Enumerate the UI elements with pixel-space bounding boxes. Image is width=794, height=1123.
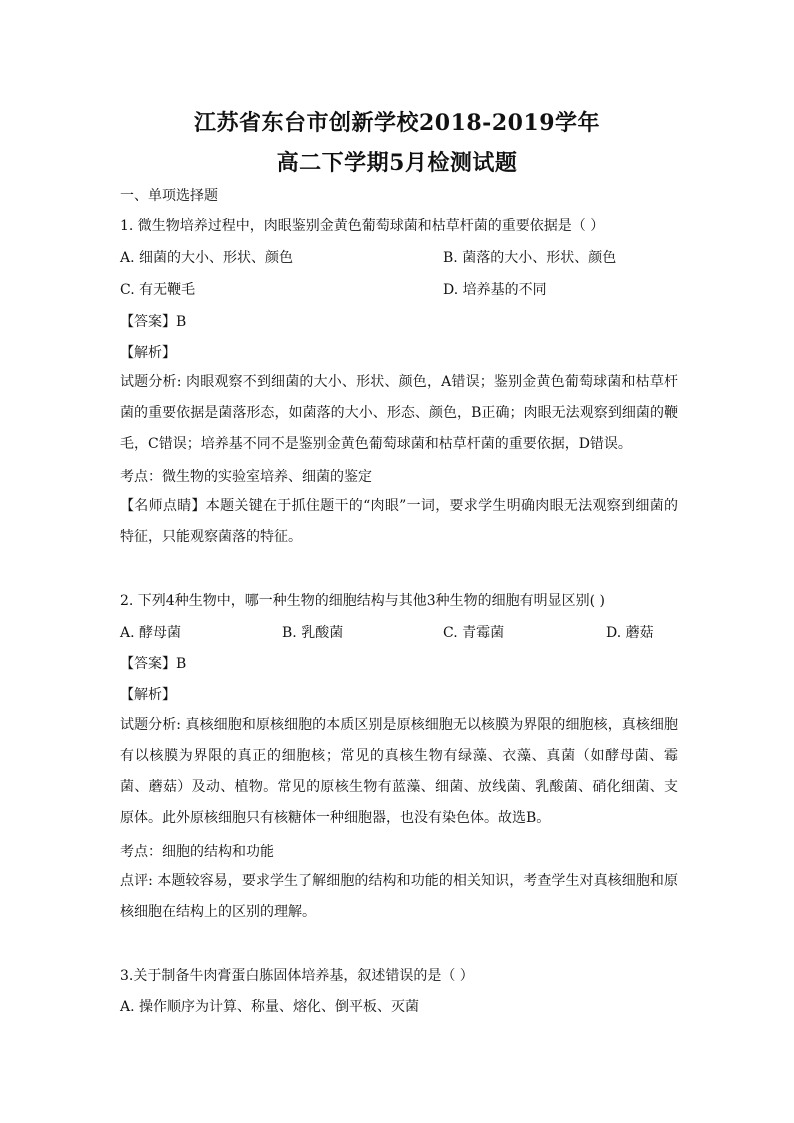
q2-analysis-label: 【解析】 bbox=[120, 687, 176, 703]
q1-tips: 【名师点睛】本题关键在于抓住题干的“肉眼”一词，要求学生明确肉眼无法观察到细菌的特征，只能观察菌落的特征。 bbox=[120, 498, 678, 545]
q2-comment: 点评: 本题较容易，要求学生了解细胞的结构和功能的相关知识，考查学生对真核细胞和原核细胞在结构上的区别的理解。 bbox=[120, 873, 678, 920]
q1-analysis-label: 【解析】 bbox=[120, 345, 176, 361]
q1-option-a: A. 细菌的大小、形状、颜色 bbox=[120, 250, 294, 266]
q2-answer: 【答案】B bbox=[120, 656, 187, 672]
q2-option-a: A. 酵母菌 bbox=[120, 625, 182, 641]
q1-option-d: D. 培养基的不同 bbox=[443, 282, 547, 298]
q1-option-b: B. 菌落的大小、形状、颜色 bbox=[443, 250, 617, 266]
q3-stem: 3.关于制备牛肉膏蛋白胨固体培养基，叙述错误的是（ ） bbox=[120, 968, 474, 984]
q2-analysis: 试题分析: 真核细胞和原核细胞的本质区别是原核细胞无以核膜为界限的细胞核，真核细胞有以核膜为界限的真正的细胞核；常见的真核生物有绿藻、衣藻、真菌（如酵母菌、霉菌、蘑菇）及动、植物。常见的原核生物有蓝藻、细菌、放线菌、乳酸菌、硝化细菌、支原体。此外原核细胞只有核糖体一种细胞器，也没有染色体。故选B。 bbox=[120, 717, 678, 826]
q1-kaodian: 考点：微生物的实验室培养、细菌的鉴定 bbox=[120, 469, 372, 485]
q2-kaodian: 考点：细胞的结构和功能 bbox=[120, 844, 274, 860]
q1-answer: 【答案】B bbox=[120, 314, 187, 330]
section-heading: 一、单项选择题 bbox=[120, 188, 218, 204]
document-title-line2: 高二下学期5月检测试题 bbox=[276, 150, 518, 176]
q2-stem: 2. 下列4种生物中，哪一种生物的细胞结构与其他3种生物的细胞有明显区别( ) bbox=[120, 593, 605, 609]
q1-option-c: C. 有无鞭毛 bbox=[120, 282, 196, 298]
q1-stem: 1. 微生物培养过程中，肉眼鉴别金黄色葡萄球菌和枯草杆菌的重要依据是（ ） bbox=[120, 218, 605, 234]
q2-option-c: C. 青霉菌 bbox=[443, 625, 505, 641]
q2-option-d: D. 蘑菇 bbox=[606, 625, 654, 641]
q1-analysis: 试题分析: 肉眼观察不到细菌的大小、形状、颜色，A错误；鉴别金黄色葡萄球菌和枯草杆菌的重要依据是菌落形态，如菌落的大小、形态、颜色，B正确；肉眼无法观察到细菌的鞭毛，C错误；培养基不同不是鉴别金黄色葡萄球菌和枯草杆菌的重要依据，D错误。 bbox=[120, 374, 678, 452]
q3-option-a: A. 操作顺序为计算、称量、熔化、倒平板、灭菌 bbox=[120, 999, 420, 1015]
q2-option-b: B. 乳酸菌 bbox=[282, 625, 344, 641]
document-title-line1: 江苏省东台市创新学校2018-2019学年 bbox=[193, 110, 601, 136]
